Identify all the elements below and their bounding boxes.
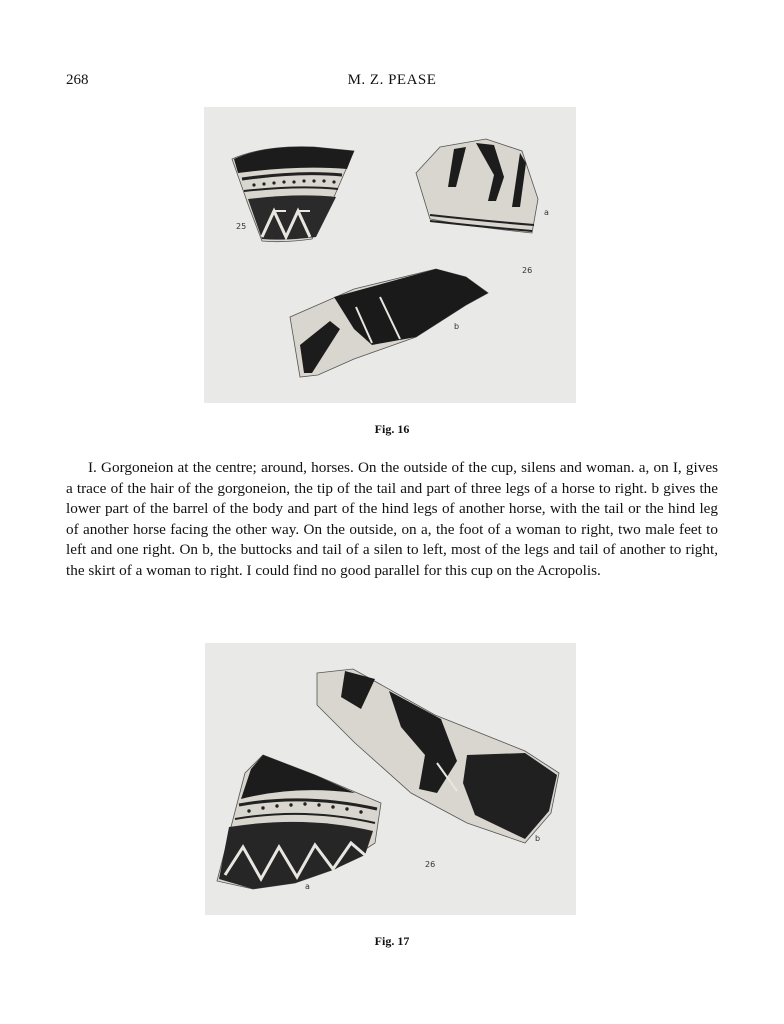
label-a-fig16: a — [544, 208, 549, 217]
page-number: 268 — [66, 72, 89, 88]
figure-16-caption: Fig. 16 — [374, 422, 410, 436]
label-26-fig16: 26 — [522, 266, 533, 275]
figure-17-photo — [205, 643, 576, 915]
label-a-fig17: a — [305, 882, 310, 891]
fragment-26a-fig17 — [217, 755, 381, 889]
label-25: 25 — [236, 222, 247, 231]
fragment-26a — [416, 139, 538, 233]
figure-16-photo — [204, 107, 576, 403]
fragment-25 — [232, 147, 354, 242]
running-head: M. Z. PEASE — [347, 72, 437, 88]
label-b-fig17: b — [535, 834, 541, 843]
figure-17-caption: Fig. 17 — [374, 934, 410, 948]
body-paragraph: I. Gorgoneion at the centre; around, horses. On the outside of the cup, silens and woman. a, on I, gives a trace of the hair of the gorgoneion, the tip of the tail and part of three legs of a horse to right. b gives the lower part of the barrel of the body and part of the hind legs of another horse, with the tail or the hind leg of another horse facing the other way. On the outside, on a, the foot of a woman to right, two male feet to left and one right. On b, the buttocks and tail of a silen to left, most of the legs and tail of another to right, the skirt of a woman to right. I could find no good parallel for this cup on the Acropolis. — [66, 459, 718, 579]
label-26-fig17: 26 — [425, 860, 436, 869]
label-b-fig16: b — [454, 322, 460, 331]
body-text — [66, 458, 718, 581]
